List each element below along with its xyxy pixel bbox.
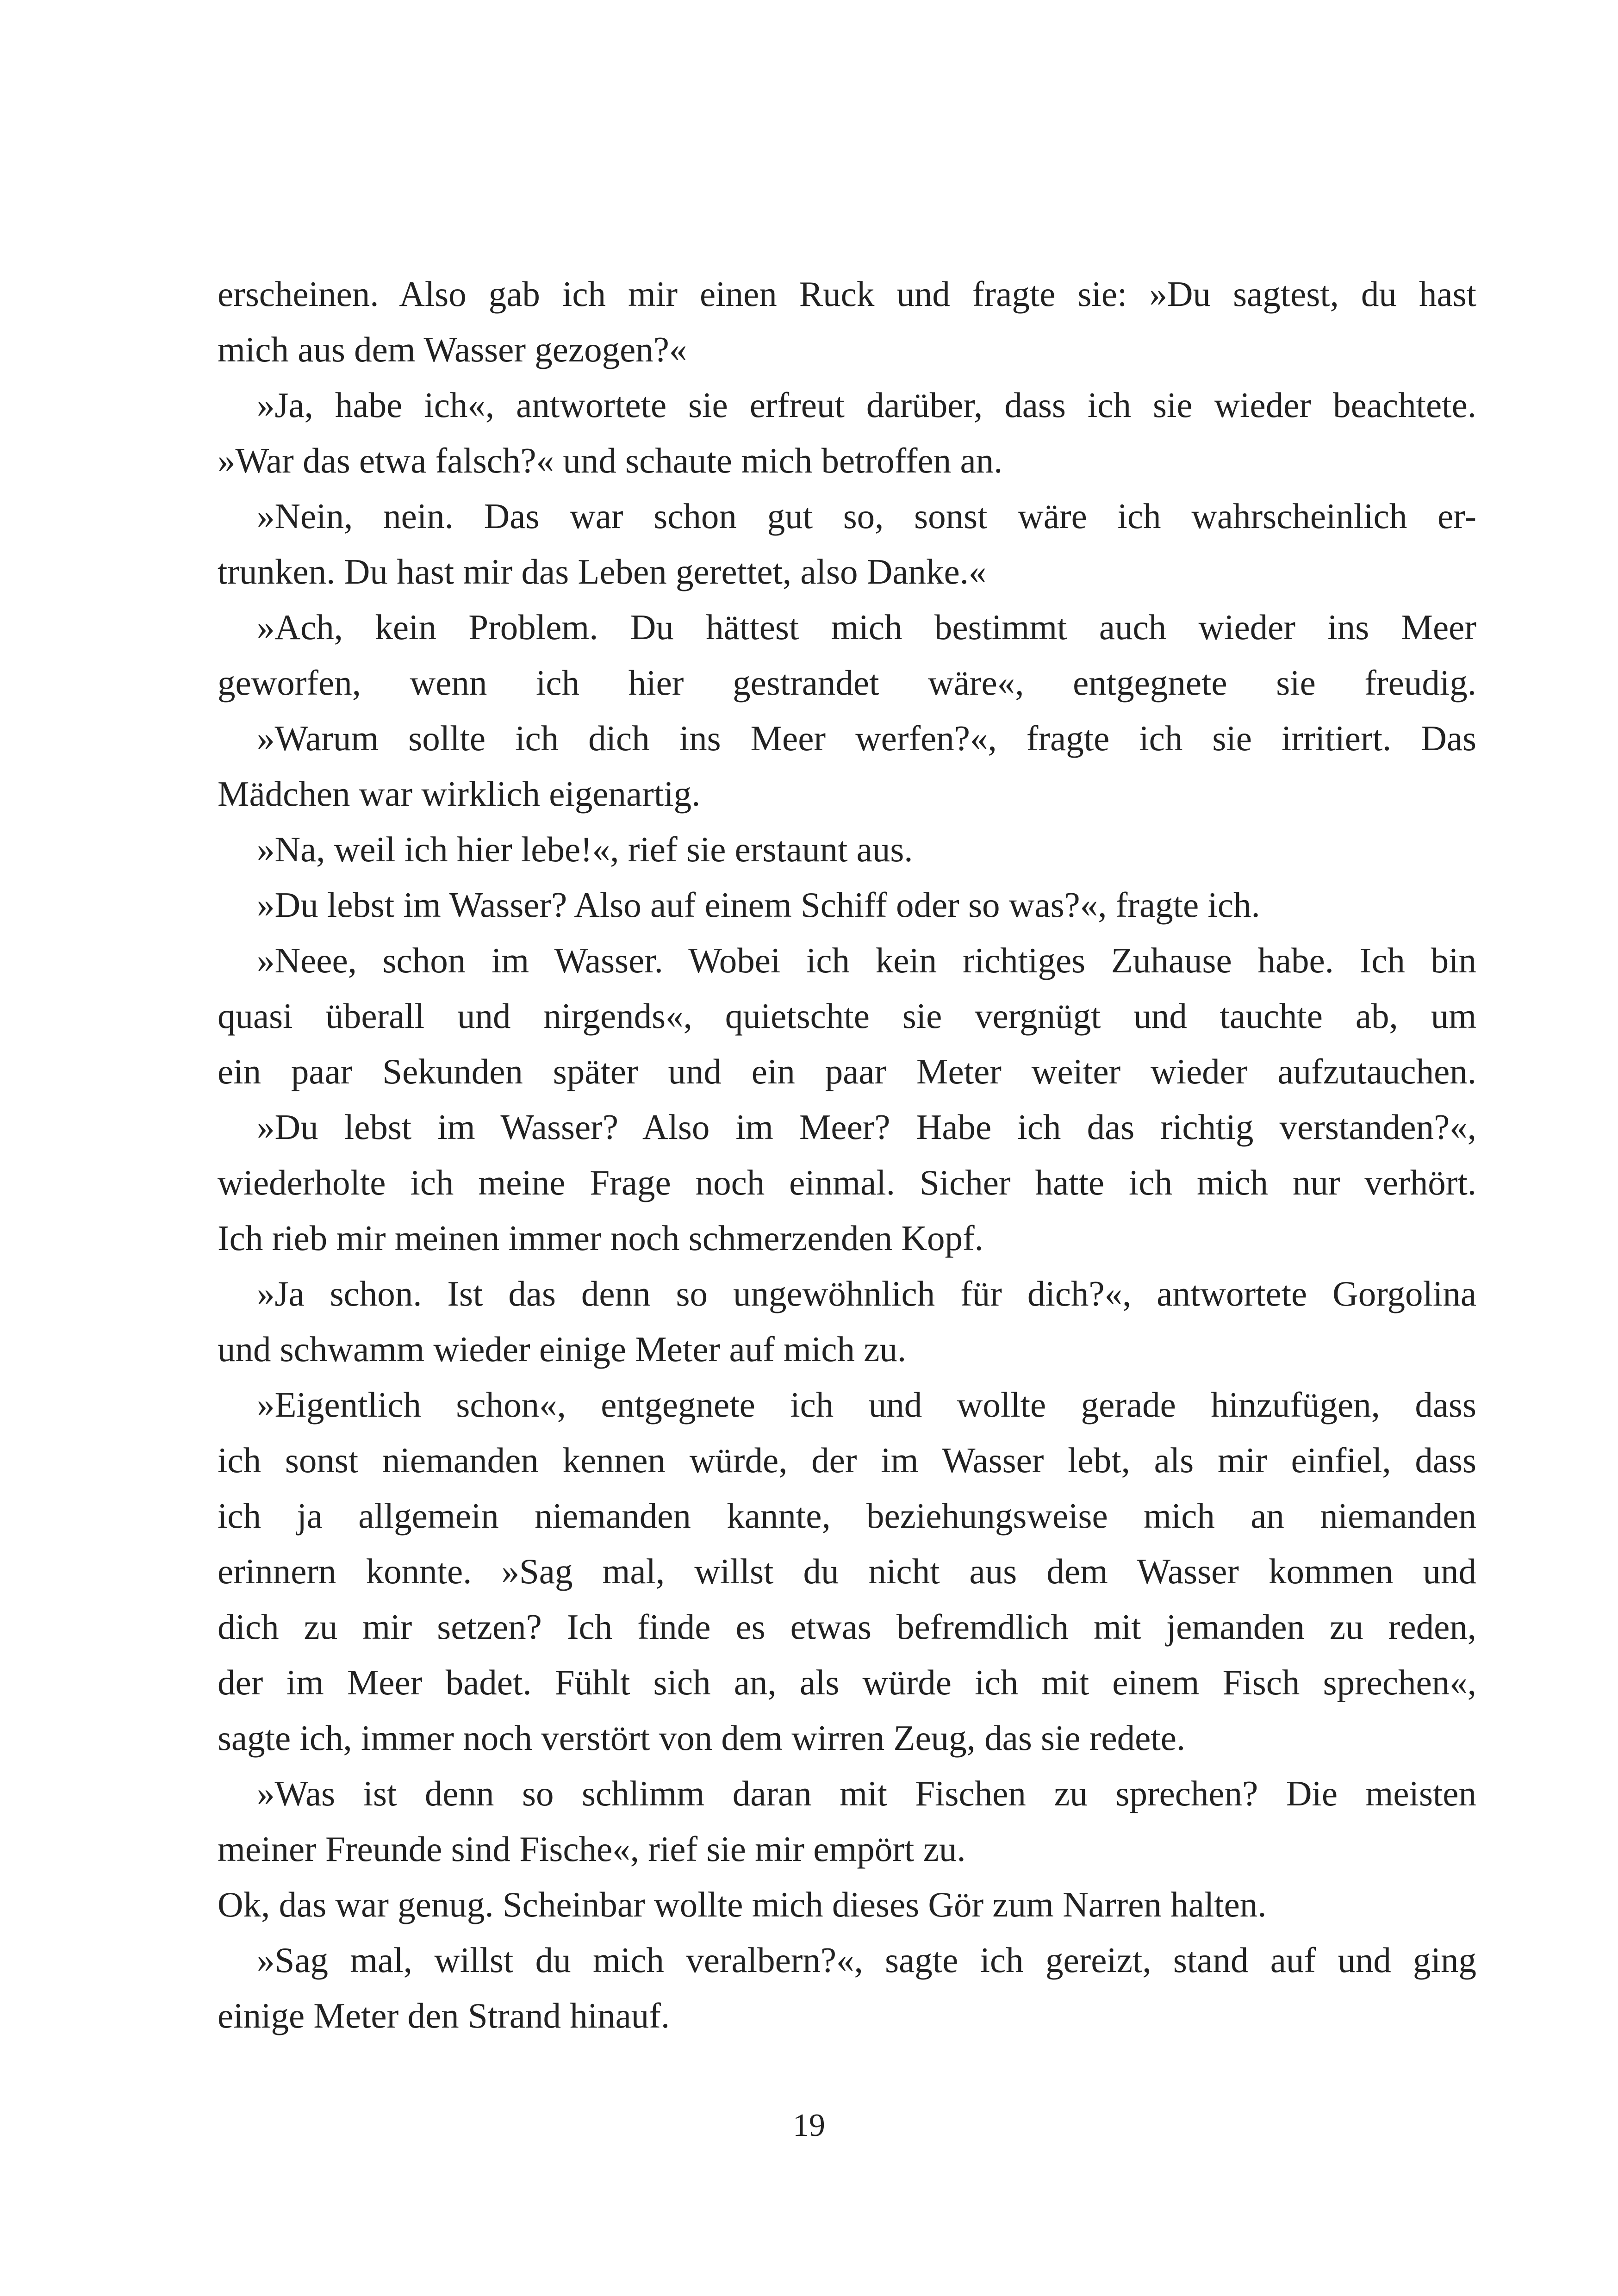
text-line: »Ja, habe ich«, antwortete sie erfreut darüber, dass ich sie wieder beachtete. bbox=[257, 385, 1476, 425]
text-line: mich aus dem Wasser gezogen?« bbox=[218, 330, 687, 369]
text-line: erscheinen. Also gab ich mir einen Ruck und fragte sie: »Du sagtest, du hast bbox=[218, 274, 1476, 314]
text-line: »Sag mal, willst du mich veralbern?«, sagte ich gereizt, stand auf und ging bbox=[257, 1940, 1476, 1980]
text-line: und schwamm wieder einige Meter auf mich zu. bbox=[218, 1329, 907, 1369]
text-line: trunken. Du hast mir das Leben gerettet, also Danke.« bbox=[218, 552, 987, 591]
page-number: 19 bbox=[793, 2108, 825, 2143]
text-line: »Neee, schon im Wasser. Wobei ich kein richtiges Zuhause habe. Ich bin bbox=[257, 940, 1476, 980]
text-line: Mädchen war wirklich eigenartig. bbox=[218, 774, 701, 814]
text-line: »Ja schon. Ist das denn so ungewöhnlich für dich?«, antwortete Gorgolina bbox=[257, 1274, 1476, 1313]
text-line: wiederholte ich meine Frage noch einmal. Sicher hatte ich mich nur verhört. bbox=[218, 1163, 1476, 1202]
text-line: ich sonst niemanden kennen würde, der im Wasser lebt, als mir einfiel, dass bbox=[218, 1440, 1476, 1480]
text-line: Ok, das war genug. Scheinbar wollte mich dieses Gör zum Narren halten. bbox=[218, 1885, 1267, 1924]
text-line: »Du lebst im Wasser? Also im Meer? Habe ich das richtig verstanden?«, bbox=[257, 1107, 1476, 1147]
text-line: »Na, weil ich hier lebe!«, rief sie erstaunt aus. bbox=[257, 829, 913, 869]
text-line: »Was ist denn so schlimm daran mit Fischen zu sprechen? Die meisten bbox=[257, 1773, 1476, 1813]
text-line: erinnern konnte. »Sag mal, willst du nicht aus dem Wasser kommen und bbox=[218, 1551, 1476, 1591]
text-line: einige Meter den Strand hinauf. bbox=[218, 1996, 670, 2035]
text-line: »Ach, kein Problem. Du hättest mich bestimmt auch wieder ins Meer bbox=[257, 607, 1476, 647]
text-line: »Warum sollte ich dich ins Meer werfen?«, fragte ich sie irritiert. Das bbox=[257, 718, 1476, 758]
text-line: quasi überall und nirgends«, quietschte sie vergnügt und tauchte ab, um bbox=[218, 996, 1476, 1036]
text-line: sagte ich, immer noch verstört von dem wirren Zeug, das sie redete. bbox=[218, 1718, 1186, 1758]
text-line: der im Meer badet. Fühlt sich an, als würde ich mit einem Fisch sprechen«, bbox=[218, 1662, 1476, 1702]
text-line: dich zu mir setzen? Ich finde es etwas befremdlich mit jemanden zu reden, bbox=[218, 1607, 1476, 1647]
text-line: »Eigentlich schon«, entgegnete ich und wollte gerade hinzufügen, dass bbox=[257, 1385, 1476, 1425]
text-line: ein paar Sekunden später und ein paar Meter weiter wieder aufzutauchen. bbox=[218, 1052, 1476, 1091]
text-line: Ich rieb mir meinen immer noch schmerzenden Kopf. bbox=[218, 1218, 983, 1258]
text-line: »Du lebst im Wasser? Also auf einem Schiff oder so was?«, fragte ich. bbox=[257, 885, 1260, 925]
text-line: meiner Freunde sind Fische«, rief sie mir empört zu. bbox=[218, 1829, 966, 1869]
text-line: »Nein, nein. Das war schon gut so, sonst wäre ich wahrscheinlich er- bbox=[257, 496, 1476, 536]
text-line: ich ja allgemein niemanden kannte, beziehungsweise mich an niemanden bbox=[218, 1496, 1476, 1536]
body-text bbox=[218, 266, 1476, 2043]
text-line: geworfen, wenn ich hier gestrandet wäre«, entgegnete sie freudig. bbox=[218, 663, 1476, 703]
text-line: »War das etwa falsch?« und schaute mich betroffen an. bbox=[218, 441, 1003, 480]
